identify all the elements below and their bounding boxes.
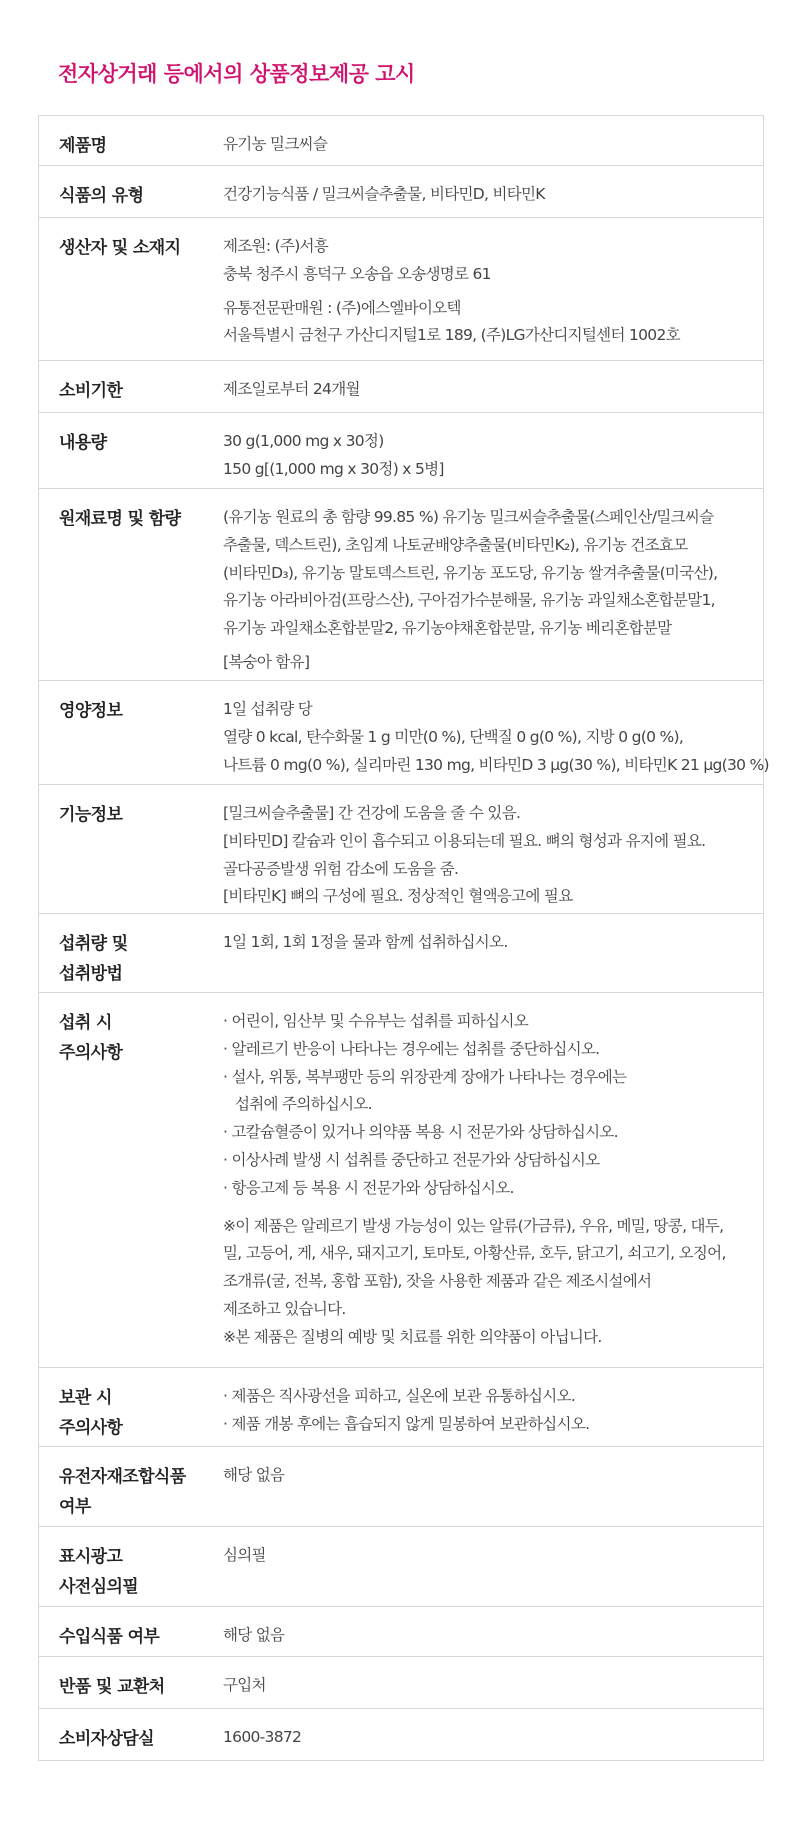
table-row <box>39 218 763 361</box>
row-value: 1일 섭취량 당 열량 0 kcal, 탄수화물 1 g 미만(0 %), 단백질 0 g(0 %), 지방 0 g(0 %), 나트륨 0 mg(0 %), 실리마린 130 mg, 비타민D 3 μg(30 %), 비타민K 21 μg(30 %) <box>223 700 769 774</box>
table-row <box>39 361 763 413</box>
table-row <box>39 1709 763 1761</box>
row-label: 소비기한 <box>59 381 123 401</box>
row-label: 기능정보 <box>59 805 123 825</box>
table-row <box>39 1657 763 1709</box>
row-value: 제조일로부터 24개월 <box>223 380 360 398</box>
row-value: 제조원: (주)서흥 충북 청주시 흥덕구 오송읍 오송생명로 61 유통전문판매원 : (주)에스엘바이오텍 서울특별시 금천구 가산디지털1로 189, (주)LG가산디지털센터 1002호 <box>223 237 680 345</box>
row-value: 심의필 <box>223 1546 266 1564</box>
page-title: 전자상거래 등에서의 상품정보제공 고시 <box>58 62 415 86</box>
table-row <box>39 785 763 914</box>
row-value: 1600-3872 <box>223 1728 302 1746</box>
row-value: 구입처 <box>223 1676 266 1694</box>
row-label: 원재료명 및 함량 <box>59 509 181 529</box>
row-label: 표시광고 사전심의필 <box>59 1547 139 1597</box>
row-label: 식품의 유형 <box>59 186 144 206</box>
row-value: 30 g(1,000 mg x 30정) 150 g[(1,000 mg x 30정) x 5병] <box>223 432 444 478</box>
row-value: · 어린이, 임산부 및 수유부는 섭취를 피하십시오 · 알레르기 반응이 나타나는 경우에는 섭취를 중단하십시오. · 설사, 위통, 복부팽만 등의 위장관계 장애가 나타나는 경우에는 섭취에 주의하십시오. · 고칼슘혈증이 있거나 의약품 복용 시 전문가와 상담하십시오. · 이상사례 발생 시 섭취를 중단하고 전문가와 상담하십시오 · 항응고제 등 복용 시 전문가와 상담하십시오. ※이 제품은 알레르기 발생 가능성이 있는 알류(가금류), 우유, 메밀, 땅콩, 대두, 밀, 고등어, 게, 새우, 돼지고기, 토마토, 아황산류, 호두, 닭고기, 쇠고기, 오징어, 조개류(굴, 전복, 홍합 포함), 잣을 사용한 제품과 같은 제조시설에서 제조하고 있습니다. ※본 제품은 질병의 예방 및 치료를 위한 의약품이 아닙니다. <box>223 1012 726 1346</box>
row-value: · 제품은 직사광선을 피하고, 실온에 보관 유통하십시오. · 제품 개봉 후에는 흡습되지 않게 밀봉하여 보관하십시오. <box>223 1387 590 1433</box>
table-row <box>39 993 763 1368</box>
row-value: 해당 없음 <box>223 1466 285 1484</box>
row-label: 섭취량 및 섭취방법 <box>59 934 128 984</box>
row-label: 내용량 <box>59 433 107 453</box>
table-row <box>39 1447 763 1527</box>
table-row <box>39 681 769 785</box>
row-label: 유전자재조합식품 여부 <box>59 1467 186 1517</box>
table-row <box>39 166 763 218</box>
table-row <box>39 1607 763 1657</box>
table-row <box>39 1527 763 1607</box>
row-label: 섭취 시 주의사항 <box>59 1013 123 1063</box>
row-value: 해당 없음 <box>223 1626 285 1644</box>
product-info-table <box>38 115 769 1761</box>
row-value: 1일 1회, 1회 1정을 물과 함께 섭취하십시오. <box>223 933 508 951</box>
row-label: 보관 시 주의사항 <box>59 1388 123 1438</box>
row-label: 제품명 <box>59 136 107 156</box>
table-row <box>39 1368 763 1447</box>
row-label: 소비자상담실 <box>59 1729 154 1749</box>
row-label: 반품 및 교환처 <box>59 1677 165 1697</box>
table-row <box>39 489 763 681</box>
row-value: 건강기능식품 / 밀크씨슬추출물, 비타민D, 비타민K <box>223 185 545 203</box>
table-row <box>39 413 763 489</box>
table-row <box>39 116 763 166</box>
row-label: 생산자 및 소재지 <box>59 238 181 258</box>
row-label: 영양정보 <box>59 701 123 721</box>
row-value: (유기농 원료의 총 함량 99.85 %) 유기농 밀크씨슬추출물(스페인산/밀크씨슬 추출물, 덱스트린), 초임계 나토균배양추출물(비타민K₂), 유기농 건조효모 (비타민D₃), 유기농 말토덱스트린, 유기농 포도당, 유기농 쌀겨추출물(미국산), 유기농 아라비아검(프랑스산), 구아검가수분해물, 유기농 과일채소혼합분말1, 유기농 과일채소혼합분말2, 유기농야채혼합분말, 유기농 베리혼합분말 [복숭아 함유] <box>223 508 718 671</box>
row-label: 수입식품 여부 <box>59 1627 160 1647</box>
row-value: [밀크씨슬추출물] 간 건강에 도움을 줄 수 있음. [비타민D] 칼슘과 인이 흡수되고 이용되는데 필요. 뼈의 형성과 유지에 필요. 골다공증발생 위험 감소에 도움을 줌. [비타민K] 뼈의 구성에 필요. 정상적인 혈액응고에 필요 <box>223 804 706 906</box>
table-row <box>39 914 763 993</box>
row-value: 유기농 밀크씨슬 <box>223 135 328 153</box>
